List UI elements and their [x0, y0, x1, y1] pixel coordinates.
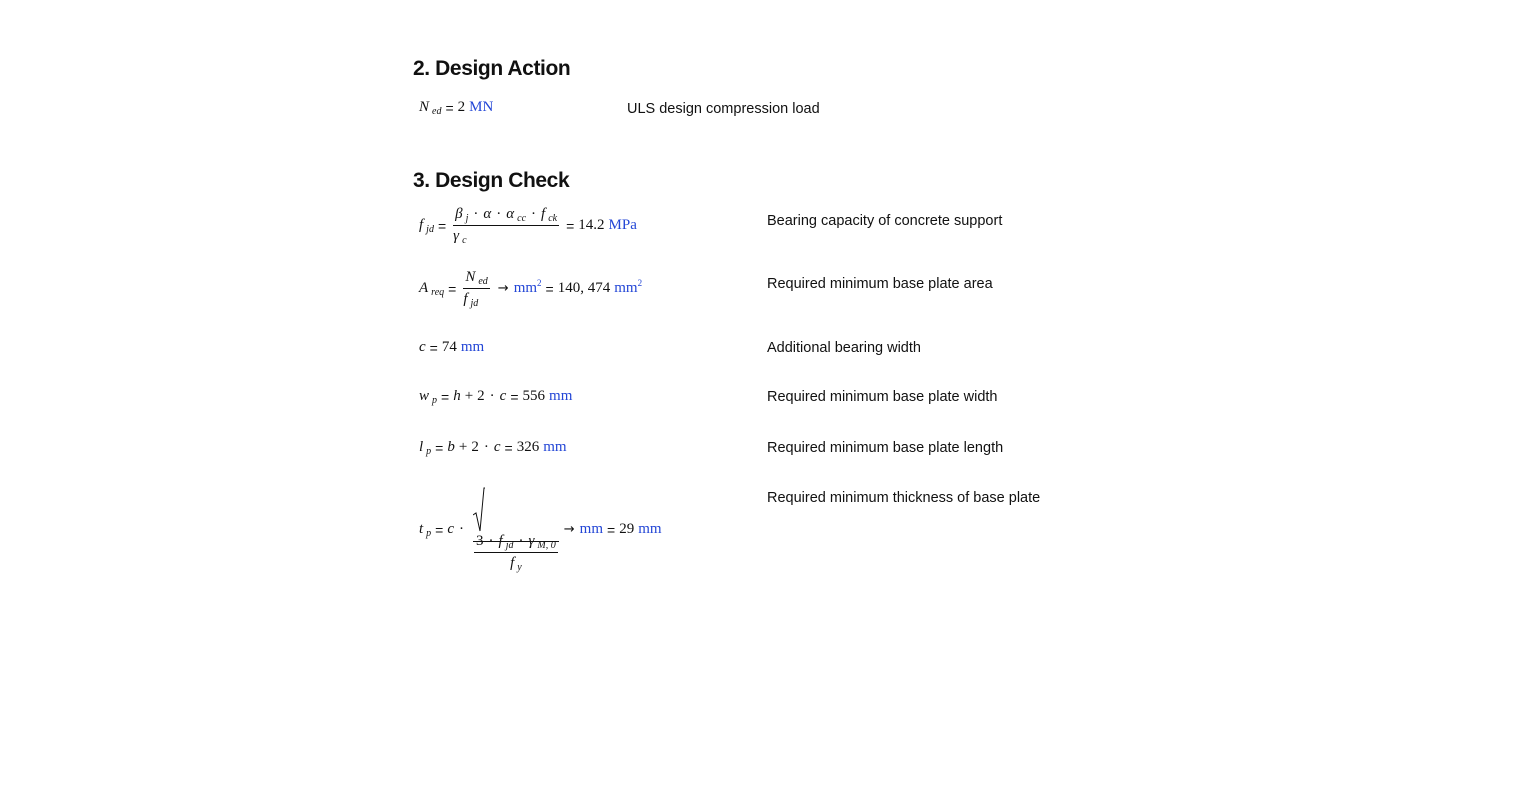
- description-fjd: Bearing capacity of concrete support: [767, 213, 1003, 229]
- equals-sign: =: [435, 439, 444, 456]
- unit-wp: mm: [549, 388, 573, 404]
- value-wp: 556: [522, 388, 546, 404]
- subscript-p: p: [426, 528, 432, 539]
- plus-operator: +: [464, 388, 474, 404]
- unit-conversion: mm: [513, 280, 538, 296]
- equals-sign: =: [510, 388, 519, 405]
- symbol-A: A: [419, 280, 429, 296]
- fraction-areq: [463, 269, 489, 308]
- equals-sign: =: [545, 280, 554, 297]
- equals-sign: =: [566, 217, 575, 234]
- symbol-f: f: [463, 291, 468, 307]
- symbol-f: f: [419, 217, 424, 233]
- symbol-c: c: [493, 439, 501, 455]
- unit-lp: mm: [543, 439, 567, 455]
- unit-exponent: 2: [537, 277, 542, 288]
- value-lp: 326: [516, 439, 540, 455]
- section-heading-design-check: 3. Design Check: [413, 169, 570, 192]
- numerator: [474, 533, 558, 553]
- symbol-f: f: [498, 533, 503, 549]
- equation-areq: [419, 269, 642, 308]
- value-tp: 29: [619, 521, 635, 537]
- dot-operator: ·: [459, 521, 465, 537]
- description-areq: Required minimum base plate area: [767, 276, 993, 292]
- subscript-jd: jd: [505, 540, 514, 551]
- unit-areq: mm: [614, 280, 638, 296]
- unit-fjd: MPa: [608, 217, 637, 233]
- symbol-b: b: [447, 439, 455, 455]
- description-lp: Required minimum base plate length: [767, 440, 1004, 456]
- subscript-req: req: [431, 287, 445, 298]
- subscript-y: y: [517, 562, 522, 573]
- subscript-ck: ck: [548, 213, 558, 224]
- symbol-c: c: [447, 521, 455, 537]
- value-ned: 2: [457, 99, 466, 115]
- dot-operator: ·: [496, 206, 502, 222]
- subscript-p: p: [432, 395, 438, 406]
- numerator: [453, 206, 559, 226]
- number-2: 2: [471, 439, 479, 455]
- unit-tp: mm: [638, 521, 662, 537]
- radical-sign-icon: [473, 487, 485, 533]
- description-tp: Required minimum thickness of base plate: [767, 490, 1041, 506]
- equation-wp: [419, 388, 572, 405]
- dot-operator: ·: [489, 388, 495, 404]
- equals-sign: =: [504, 439, 513, 456]
- fraction-fjd: [453, 206, 559, 245]
- description-wp: Required minimum base plate width: [767, 389, 998, 405]
- symbol-N: N: [465, 269, 476, 285]
- numerator: [463, 269, 489, 289]
- equals-sign: =: [429, 339, 438, 356]
- section-heading-design-action: 2. Design Action: [413, 57, 571, 80]
- subscript-j: j: [465, 213, 469, 224]
- equation-tp: [419, 487, 662, 572]
- equals-sign: =: [448, 280, 457, 297]
- equation-c: [419, 339, 484, 356]
- dot-operator: ·: [488, 533, 494, 549]
- subscript-c: c: [462, 235, 467, 246]
- symbol-f: f: [541, 206, 546, 222]
- subscript-p: p: [426, 446, 432, 457]
- plus-operator: +: [458, 439, 468, 455]
- equation-ned: [419, 99, 493, 116]
- symbol-h: h: [453, 388, 461, 404]
- symbol-c: c: [499, 388, 507, 404]
- symbol-beta: β: [455, 206, 463, 222]
- subscript-jd: jd: [470, 298, 479, 309]
- equation-lp: [419, 439, 567, 456]
- symbol-alpha: α: [483, 206, 492, 222]
- subscript-ed: ed: [432, 106, 442, 117]
- dot-operator: ·: [483, 439, 489, 455]
- subscript-jd: jd: [426, 224, 434, 235]
- fraction-tp: [474, 533, 558, 572]
- unit-c: mm: [460, 339, 485, 355]
- symbol-c: c: [419, 339, 426, 355]
- symbol-w: w: [419, 388, 430, 404]
- number-2: 2: [477, 388, 485, 404]
- equals-sign: =: [441, 388, 450, 405]
- denominator: [463, 289, 489, 308]
- description-c: Additional bearing width: [767, 340, 921, 356]
- symbol-gamma: γ: [528, 533, 535, 549]
- equation-fjd: [419, 206, 637, 245]
- equals-sign: =: [607, 521, 616, 538]
- symbol-l: l: [419, 439, 424, 455]
- symbol-f: f: [510, 555, 515, 571]
- equals-sign: =: [437, 217, 447, 234]
- square-root: [473, 487, 559, 572]
- value-fjd: 14.2: [578, 217, 605, 233]
- symbol-N: N: [419, 99, 430, 115]
- subscript-cc: cc: [517, 213, 527, 224]
- symbol-gamma: γ: [453, 228, 460, 244]
- value-c: 74: [441, 339, 457, 355]
- dot-operator: ·: [518, 533, 524, 549]
- subscript-ed: ed: [478, 276, 488, 287]
- number-3: 3: [476, 533, 484, 549]
- unit-conversion: mm: [579, 521, 603, 537]
- dot-operator: ·: [473, 206, 479, 222]
- radicand: [473, 533, 559, 573]
- description-ned: ULS design compression load: [627, 101, 820, 117]
- equals-sign: =: [445, 99, 454, 116]
- denominator: [453, 226, 559, 245]
- arrow-icon: →: [563, 522, 575, 537]
- value-areq: 140, 474: [557, 280, 611, 296]
- unit-ned: MN: [469, 99, 494, 115]
- symbol-t: t: [419, 521, 424, 537]
- unit-exponent: 2: [637, 277, 643, 288]
- equals-sign: =: [435, 521, 444, 538]
- denominator: [510, 553, 522, 572]
- subscript-m0: M, 0: [537, 540, 556, 551]
- dot-operator: ·: [531, 206, 537, 222]
- arrow-icon: →: [497, 281, 509, 296]
- symbol-alpha: α: [506, 206, 515, 222]
